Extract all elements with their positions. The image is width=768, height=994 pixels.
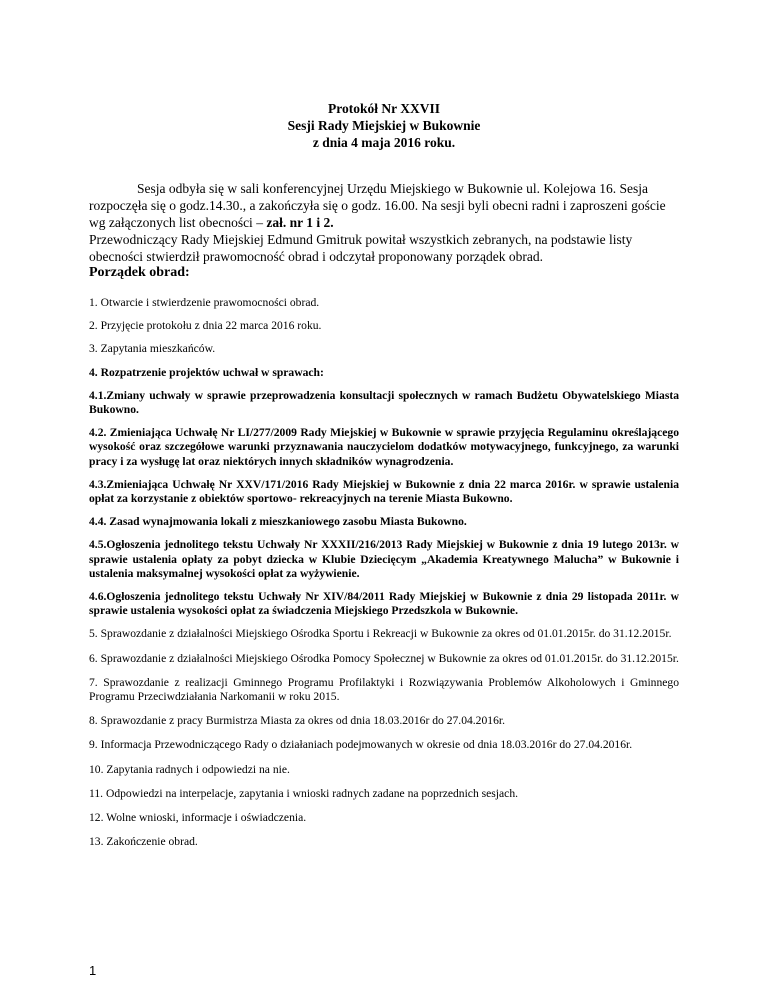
agenda-item-5: 5. Sprawozdanie z działalności Miejskiego Ośrodka Sportu i Rekreacji w Bukownie za okres od 01.01.2015r. do 31.12.2015r. [89, 627, 672, 641]
agenda-item-13: 13. Zakończenie obrad. [89, 835, 198, 849]
title-line-1: Protokół Nr XXVII [327, 101, 440, 116]
agenda-item-4-1: 4.1.Zmiany uchwały w sprawie przeprowadzenia konsultacji społecznych w ramach Budżetu Obywatelskiego Miasta Bukowno. [89, 388, 679, 417]
title-line-3: z dnia 4 maja 2016 roku. [312, 135, 456, 150]
agenda-item-4-6: 4.6.Ogłoszenia jednolitego tekstu Uchwały Nr XIV/84/2011 Rady Miejskiej w Bukownie z dnia 29 listopada 2011r. w sprawie ustalenia wysokości opłat za świadczenia Miejskiego Przedszkola w Bukownie. [89, 590, 679, 618]
agenda-list [89, 296, 679, 849]
agenda-item-3: 3. Zapytania mieszkańców. [89, 342, 216, 356]
agenda-item-1: 1. Otwarcie i stwierdzenie prawomocności obrad. [89, 296, 320, 309]
document-title [0, 100, 768, 151]
page-number: 1 [89, 963, 97, 978]
agenda-item-12: 12. Wolne wnioski, informacje i oświadczenia. [89, 811, 307, 825]
agenda-item-4: 4. Rozpatrzenie projektów uchwał w sprawach: [89, 365, 324, 379]
agenda-item-4-5: 4.5.Ogłoszenia jednolitego tekstu Uchwały Nr XXXII/216/2013 Rady Miejskiej w Bukownie z dnia 19 lutego 2013r. w sprawie ustalenia opłaty za pobyt dziecka w Klubie Dziecięcym „Akademia Kreatywnego Malucha” w Bukownie i ustalenia maksymalnej wysokości opłat za wyżywienie. [89, 538, 679, 580]
agenda-item-8: 8. Sprawozdanie z pracy Burmistrza Miasta za okres od dnia 18.03.2016r do 27.04.2016r. [89, 714, 505, 728]
agenda-item-9: 9. Informacja Przewodniczącego Rady o działaniach podejmowanych w okresie od dnia 18.03.2016r do 27.04.2016r. [89, 738, 633, 752]
title-line-2: Sesji Rady Miejskiej w Bukownie [287, 118, 481, 133]
agenda-item-6: 6. Sprawozdanie z działalności Miejskiego Ośrodka Pomocy Społecznej w Bukownie za okres od 01.01.2015r. do 31.12.2015r. [89, 651, 679, 665]
intro-paragraph-1 [89, 180, 679, 231]
agenda-item-4-4: 4.4. Zasad wynajmowania lokali z mieszkaniowego zasobu Miasta Bukowno. [89, 515, 467, 529]
agenda-item-4-3: 4.3.Zmieniająca Uchwałę Nr XXV/171/2016 Rady Miejskiej w Bukownie z dnia 22 marca 2016r. w sprawie ustalenia opłat za korzystanie z obiektów sportowo- rekreacyjnych na terenie Miasta Bukowno. [89, 477, 679, 506]
agenda-item-4-2: 4.2. Zmieniająca Uchwałę Nr LI/277/2009 Rady Miejskiej w Bukownie w sprawie przyjęcia Regulaminu określającego wysokość oraz szczegółowe warunki przyznawania nauczycielom dodatków motywacyjnego, funkcyjnego, za warunki pracy i za wysługę lat oraz niektórych innych składników wynagrodzenia. [89, 426, 679, 468]
intro-text: Sesja odbyła się w sali konferencyjnej Urzędu Miejskiego w Bukownie ul. Kolejowa 16. Sesja rozpoczęła się o godz.14.30., a zakończyła się o godz. 16.00. Na sesji byli obecni radni i zaproszeni goście wg załączonych list obecności – [89, 181, 666, 230]
agenda-item-7: 7. Sprawozdanie z realizacji Gminnego Programu Profilaktyki i Rozwiązywania Problemów Alkoholowych i Gminnego Programu Przeciwdziałania Narkomanii w roku 2015. [89, 675, 679, 704]
agenda-heading: Porządek obrad: [89, 265, 190, 280]
agenda-item-11: 11. Odpowiedzi na interpelacje, zapytania i wnioski radnych zadane na poprzednich sesjach. [89, 786, 519, 800]
agenda-item-2: 2. Przyjęcie protokołu z dnia 22 marca 2016 roku. [89, 319, 322, 333]
intro-section [89, 180, 679, 265]
attachment-reference: zał. nr 1 i 2. [266, 215, 334, 230]
agenda-item-10: 10. Zapytania radnych i odpowiedzi na nie. [89, 762, 290, 776]
intro-paragraph-2: Przewodniczący Rady Miejskiej Edmund Gmitruk powitał wszystkich zebranych, na podstawie listy obecności stwierdził prawomocność obrad i odczytał proponowany porządek obrad. [89, 232, 633, 264]
